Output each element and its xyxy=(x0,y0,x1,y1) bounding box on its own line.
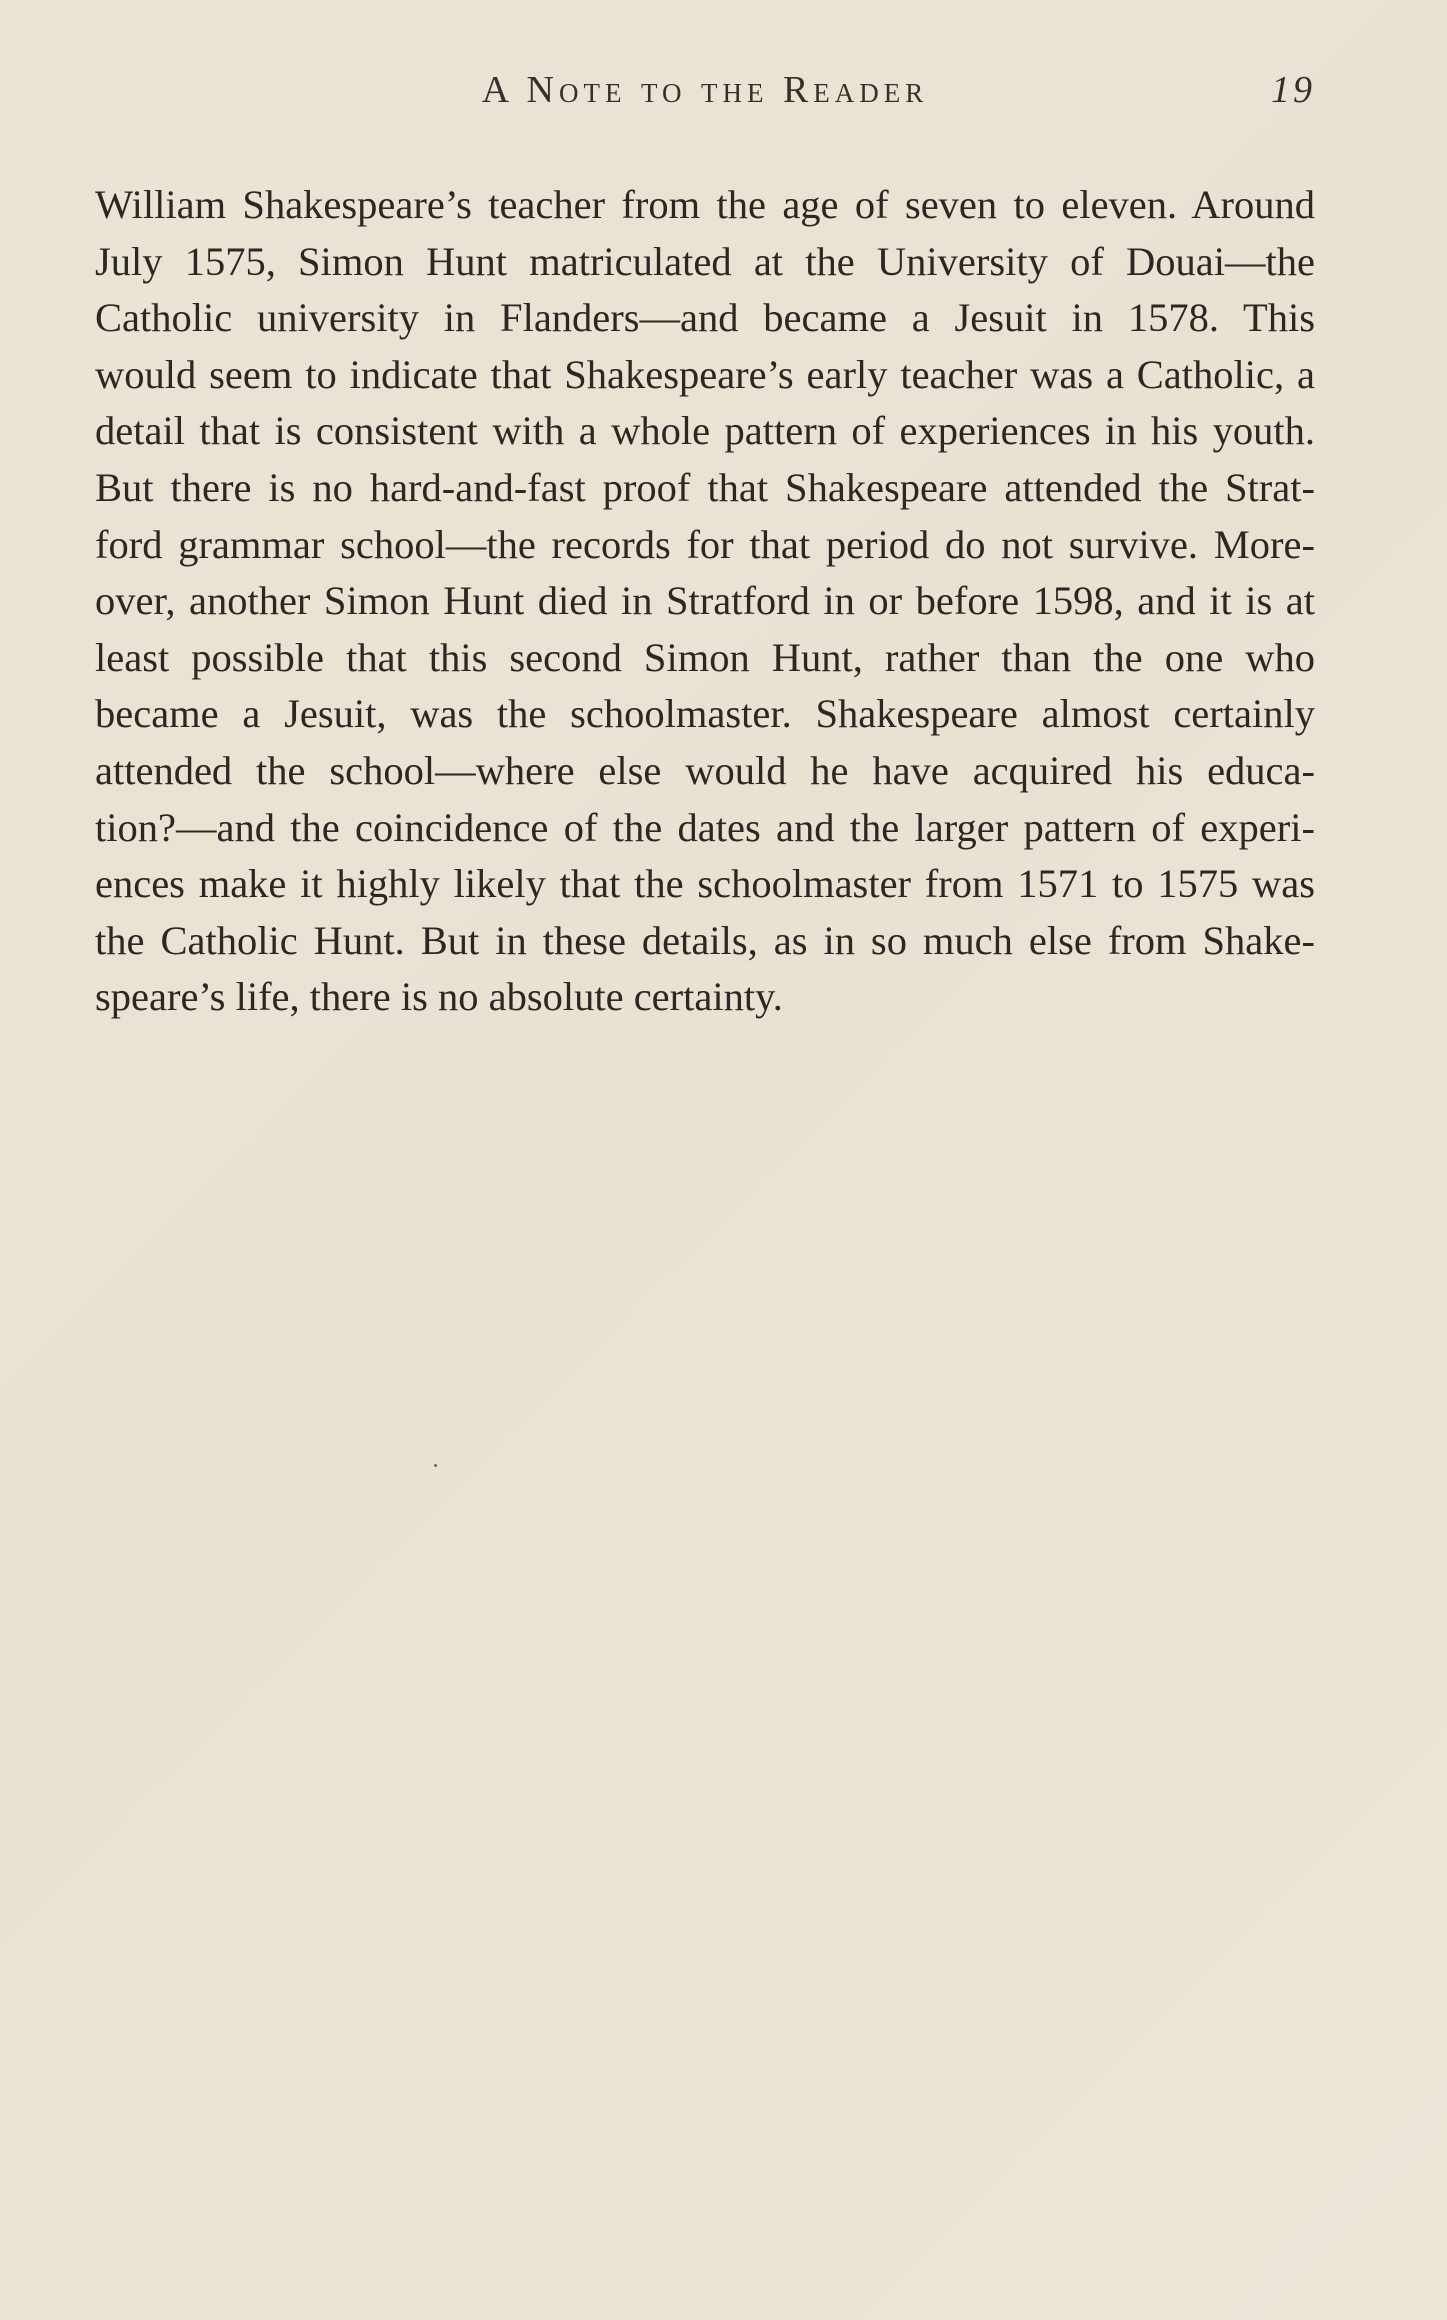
paper-speck xyxy=(434,1464,437,1467)
running-head xyxy=(95,68,1315,128)
text-line: ford grammar school—the records for that period do not survive. More- xyxy=(95,521,1315,567)
text-line: least possible that this second Simon Hunt, rather than the one who xyxy=(95,634,1315,680)
text-line: would seem to indicate that Shakespeare’s early teacher was a Catholic, a xyxy=(95,351,1315,397)
text-line: the Catholic Hunt. But in these details, as in so much else from Shake- xyxy=(95,917,1315,963)
text-line: tion?—and the coincidence of the dates and the larger pattern of experi- xyxy=(95,804,1315,850)
text-line: became a Jesuit, was the schoolmaster. Shakespeare almost certainly xyxy=(95,691,1315,737)
text-line: Catholic university in Flanders—and became a Jesuit in 1578. This xyxy=(95,295,1315,341)
text-line: attended the school—where else would he have acquired his educa- xyxy=(95,747,1315,793)
text-line: July 1575, Simon Hunt matriculated at the University of Douai—the xyxy=(95,238,1315,284)
text-line: over, another Simon Hunt died in Stratford in or before 1598, and it is at xyxy=(95,578,1315,624)
page-number: 19 xyxy=(1271,69,1315,111)
text-line: William Shakespeare’s teacher from the age of seven to eleven. Around xyxy=(95,182,1315,227)
text-line: But there is no hard-and-fast proof that Shakespeare attended the Strat- xyxy=(95,464,1315,510)
text-line: ences make it highly likely that the schoolmaster from 1571 to 1575 was xyxy=(95,861,1315,907)
text-line: detail that is consistent with a whole pattern of experiences in his youth. xyxy=(95,408,1315,454)
text-line: speare’s life, there is no absolute certainty. xyxy=(95,974,783,1020)
body-paragraph xyxy=(95,177,1315,1026)
running-title: A Note to the Reader xyxy=(481,69,929,111)
